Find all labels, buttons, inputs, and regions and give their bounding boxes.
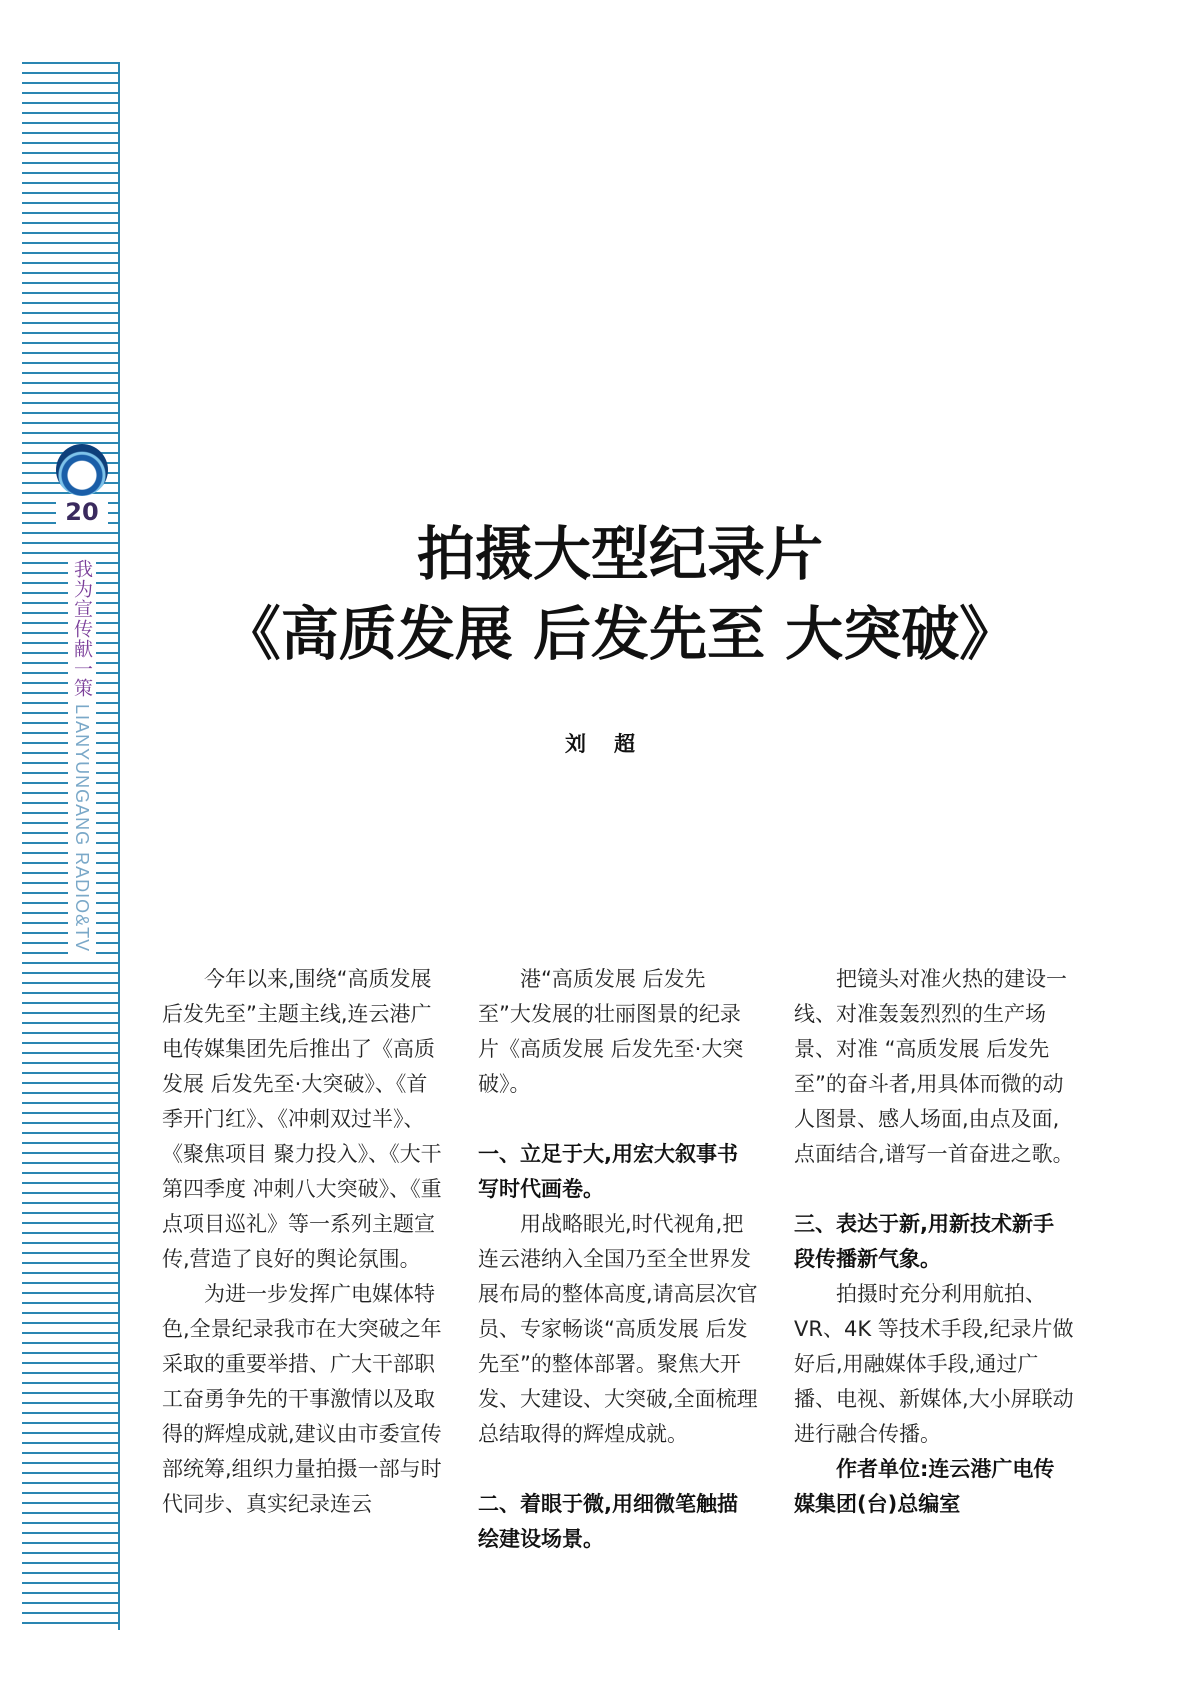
author-last: 超 [614, 732, 635, 756]
section-vertical-label [68, 557, 96, 954]
section-heading-2: 二、着眼于微,用细微笔触描绘建设场景。 [478, 1492, 738, 1551]
page-number: 20 [56, 498, 108, 526]
magazine-logo-icon [56, 444, 108, 496]
author-affiliation: 作者单位:连云港广电传媒集团(台)总编室 [794, 1457, 1055, 1516]
body-column-1 [162, 962, 442, 1522]
paragraph: 今年以来,围绕“高质发展后发先至”主题主线,连云港广电传媒集团先后推出了《高质发展 后发先至·大突破》、《首季开门红》、《冲刺双过半》、《聚焦项目 聚力投入》、《大干第四季度 冲刺八大突破》、《重点项目巡礼》等一系列主题宣传,营造了良好的舆论氛围。 [162, 967, 442, 1271]
section-title: 我为宣传献 [71, 559, 93, 659]
article-author [500, 728, 700, 758]
body-column-2 [478, 962, 758, 1557]
author-first: 刘 [565, 732, 586, 756]
body-column-3 [794, 962, 1074, 1522]
section-heading-1: 一、立足于大,用宏大叙事书写时代画卷。 [478, 1142, 738, 1201]
paragraph: 把镜头对准火热的建设一线、对准轰轰烈烈的生产场景、对准 “高质发展 后发先至”的奋斗者,用具体而微的动人图景、感人场面,由点及面,点面结合,谱写一首奋进之歌。 [794, 967, 1074, 1166]
title-line-1: 拍摄大型纪录片 [416, 520, 823, 588]
section-title-last: 策 [71, 678, 93, 698]
paragraph: 为进一步发挥广电媒体特色,全景纪录我市在大突破之年采取的重要举措、广大干部职工奋勇争先的干事激情以及取得的辉煌成就,建议由市委宣传部统筹,组织力量拍摄一部与时代同步、真实纪录连云 [162, 1282, 442, 1516]
section-bar: 一 [71, 659, 93, 678]
section-heading-3: 三、表达于新,用新技术新手段传播新气象。 [794, 1212, 1054, 1271]
paragraph: 用战略眼光,时代视角,把连云港纳入全国乃至全世界发展布局的整体高度,请高层次官员、专家畅谈“高质发展 后发先至”的整体部署。聚焦大开发、大建设、大突破,全面梳理总结取得的辉煌成就。 [478, 1212, 758, 1446]
title-line-2: 《高质发展 后发先至 大突破》 [222, 600, 1018, 668]
paragraph: 港“高质发展 后发先至”大发展的壮丽图景的纪录片《高质发展 后发先至·大突破》。 [478, 967, 744, 1096]
article-title [200, 514, 1040, 674]
stripe-edge-line [118, 62, 120, 1630]
section-english: LIANYUNGANG RADIO&TV [72, 704, 92, 953]
paragraph: 拍摄时充分利用航拍、VR、4K 等技术手段,纪录片做好后,用融媒体手段,通过广播、电视、新媒体,大小屏联动进行融合传播。 [794, 1282, 1074, 1446]
